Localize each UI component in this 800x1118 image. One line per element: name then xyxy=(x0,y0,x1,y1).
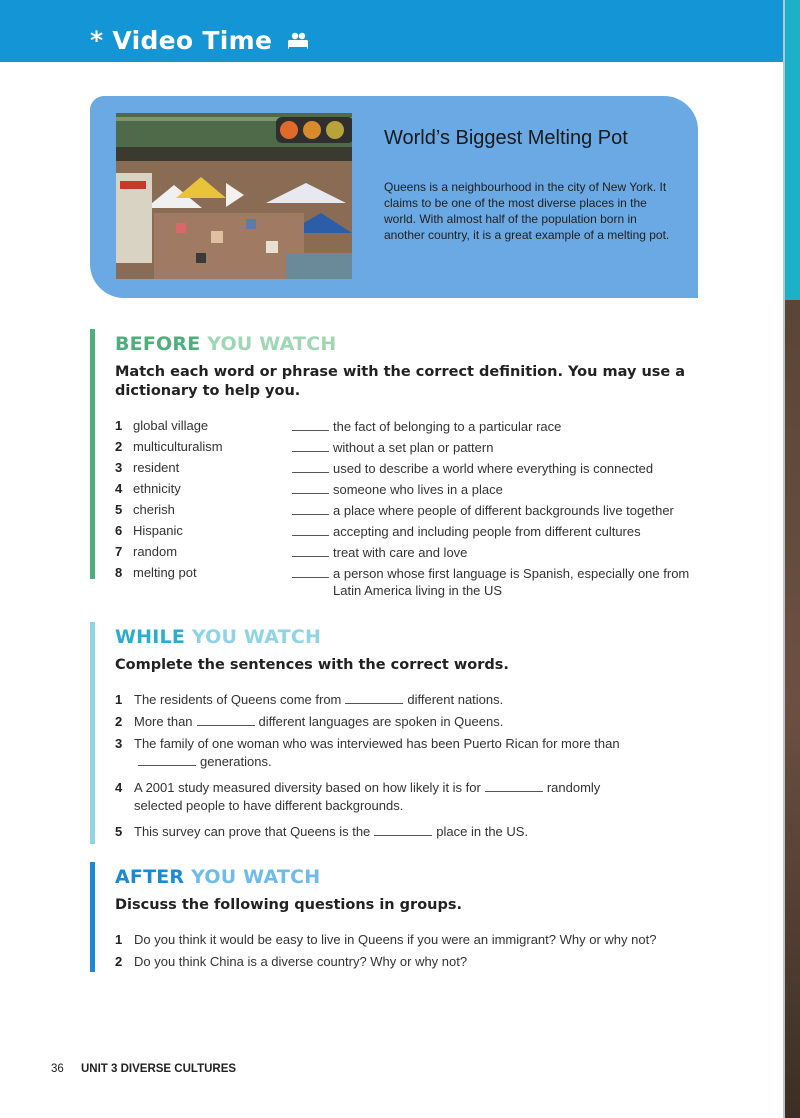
video-card xyxy=(90,96,698,298)
match-number: 2 xyxy=(115,439,123,454)
while-heading xyxy=(115,626,321,648)
after-you-watch-section xyxy=(90,862,710,972)
match-word: melting pot xyxy=(133,565,197,580)
question-text: Do you think it would be easy to live in Queens if you were an immigrant? Why or why not? xyxy=(134,932,657,947)
question-blank[interactable] xyxy=(197,715,255,726)
question-blank[interactable] xyxy=(374,825,432,836)
match-number: 6 xyxy=(115,523,123,538)
question-text-after: different nations. xyxy=(407,692,504,707)
before-heading xyxy=(115,333,336,355)
page-edge-decoration xyxy=(785,0,800,1118)
after-heading xyxy=(115,866,320,888)
question-number: 1 xyxy=(115,932,123,947)
header-bar xyxy=(0,0,785,62)
video-thumbnail[interactable] xyxy=(116,113,352,279)
question-blank[interactable] xyxy=(138,755,196,766)
video-title: World’s Biggest Melting Pot xyxy=(384,127,628,149)
video-camera-icon xyxy=(287,28,311,57)
before-section-bar xyxy=(90,329,95,579)
match-definition: used to describe a world where everything is connected xyxy=(333,461,654,476)
match-word: multiculturalism xyxy=(133,439,223,454)
while-section-bar xyxy=(90,622,95,844)
match-blank[interactable] xyxy=(292,460,329,473)
question-number: 2 xyxy=(115,954,123,969)
question-text-before: This survey can prove that Queens is the xyxy=(134,824,371,839)
question-text-after: generations. xyxy=(200,754,272,769)
question-text-after: randomly selected people to have different backgrounds. xyxy=(134,780,601,813)
while-instruction: Complete the sentences with the correct words. xyxy=(115,657,509,673)
while-you-watch-section xyxy=(90,622,710,844)
question-number: 4 xyxy=(115,780,123,795)
match-definition: accepting and including people from different cultures xyxy=(333,524,641,539)
match-definition: treat with care and love xyxy=(333,545,468,560)
before-heading-part1: BEFORE xyxy=(115,333,201,355)
header-title: * Video Time xyxy=(90,26,273,55)
question-text-before: The family of one woman who was interviewed has been Puerto Rican for more than xyxy=(134,736,620,751)
match-definition: someone who lives in a place xyxy=(333,482,503,497)
question-text: Do you think China is a diverse country? Why or why not? xyxy=(134,954,468,969)
match-definition: a person whose first language is Spanish, especially one from Latin America living in the US xyxy=(333,566,690,598)
match-blank[interactable] xyxy=(292,481,329,494)
question-text-before: A 2001 study measured diversity based on how likely it is for xyxy=(134,780,481,795)
match-definition: the fact of belonging to a particular race xyxy=(333,419,562,434)
question-blank[interactable] xyxy=(485,781,543,792)
after-heading-part2: YOU WATCH xyxy=(191,866,321,888)
while-heading-part2: YOU WATCH xyxy=(191,626,322,648)
match-number: 5 xyxy=(115,502,123,517)
header-title-wrap xyxy=(90,26,311,57)
match-number: 8 xyxy=(115,565,123,580)
match-number: 4 xyxy=(115,481,123,496)
match-word: ethnicity xyxy=(133,481,181,496)
match-definition: a place where people of different backgrounds live together xyxy=(333,503,674,518)
match-word: Hispanic xyxy=(133,523,183,538)
question-text-after: place in the US. xyxy=(436,824,529,839)
play-icon[interactable] xyxy=(226,183,244,207)
match-word: global village xyxy=(133,418,209,433)
question-text-after: different languages are spoken in Queens. xyxy=(258,714,504,729)
after-section-bar xyxy=(90,862,95,972)
match-definition: without a set plan or pattern xyxy=(333,440,494,455)
page-number: 36 xyxy=(51,1063,64,1075)
match-number: 1 xyxy=(115,418,123,433)
after-heading-part1: AFTER xyxy=(115,866,185,888)
question-text-before: More than xyxy=(134,714,193,729)
while-heading-part1: WHILE xyxy=(115,626,186,648)
match-word: resident xyxy=(133,460,180,475)
before-you-watch-section xyxy=(90,329,710,598)
match-word: random xyxy=(133,544,178,559)
page-edge-line xyxy=(783,0,785,1118)
match-number: 7 xyxy=(115,544,123,559)
after-instruction: Discuss the following questions in groups. xyxy=(115,897,462,913)
unit-label: UNIT 3 DIVERSE CULTURES xyxy=(81,1063,237,1075)
match-number: 3 xyxy=(115,460,123,475)
question-blank[interactable] xyxy=(345,693,403,704)
before-heading-part2: YOU WATCH xyxy=(207,333,337,355)
question-number: 3 xyxy=(115,736,123,751)
match-word: cherish xyxy=(133,502,175,517)
video-description: Queens is a neighbourhood in the city of New York. It claims to be one of the most diverse places in the world. With almost half of the population born in another country, it is a great example of a melting pot. xyxy=(384,180,670,242)
question-number: 5 xyxy=(115,824,123,839)
question-text-before: The residents of Queens come from xyxy=(134,692,342,707)
page-footer xyxy=(51,1063,236,1075)
question-number: 1 xyxy=(115,692,123,707)
match-blank[interactable] xyxy=(292,439,329,452)
question-number: 2 xyxy=(115,714,123,729)
match-blank[interactable] xyxy=(292,418,329,431)
match-blank[interactable] xyxy=(292,544,329,557)
before-instruction: Match each word or phrase with the correct definition. You may use a dictionary to help you. xyxy=(115,364,686,399)
match-blank[interactable] xyxy=(292,565,329,578)
match-blank[interactable] xyxy=(292,523,329,536)
match-blank[interactable] xyxy=(292,502,329,515)
